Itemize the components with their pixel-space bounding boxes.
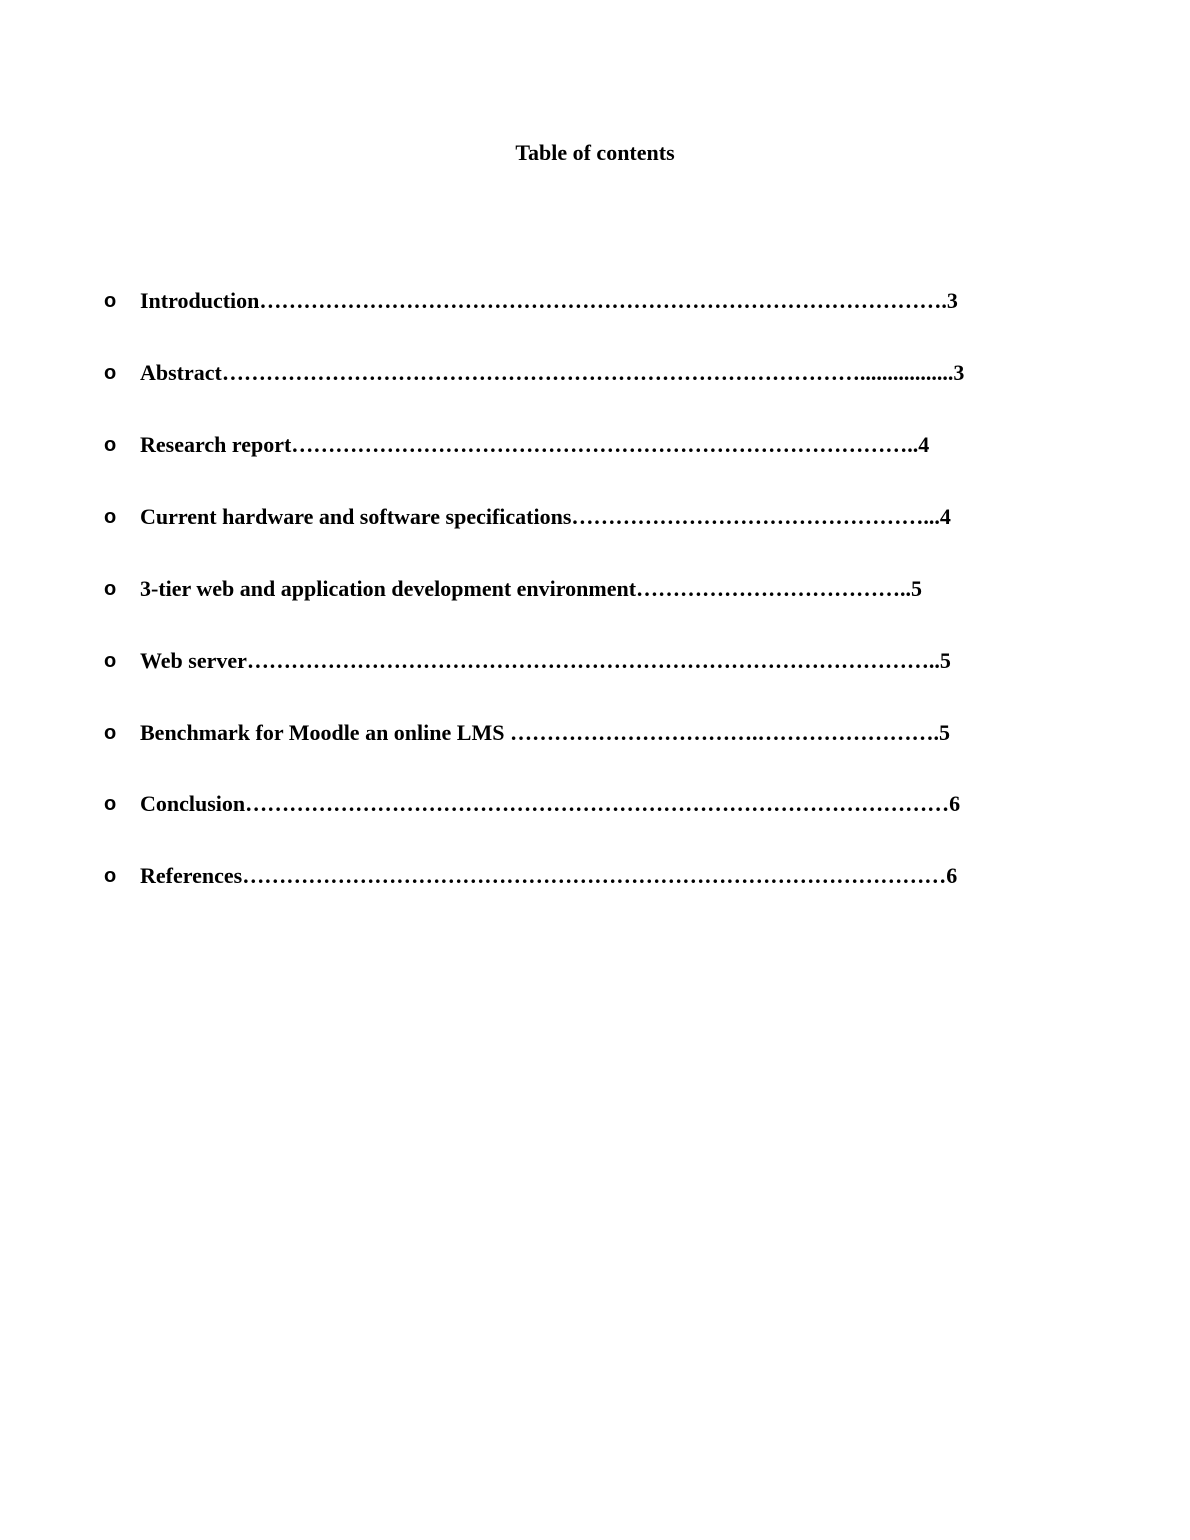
bullet-icon: o: [104, 578, 117, 600]
bullet-icon: o: [104, 722, 117, 744]
bullet-icon: o: [104, 506, 117, 528]
bullet-icon: o: [104, 434, 117, 456]
toc-entry-text: Research report…………………………………………………………………………..4: [140, 432, 930, 457]
toc-entry-text: Benchmark for Moodle an online LMS …………………………….…………………….5: [140, 720, 950, 745]
bullet-icon: o: [104, 865, 117, 887]
toc-entry-text: Introduction………………………………………………………………………………….3: [140, 288, 958, 313]
toc-entry-text: Conclusion……………………………………………………………………………………6: [140, 791, 961, 816]
toc-entry-text: Web server…………………………………………………………………………………..5: [140, 648, 951, 673]
toc-entry-text: 3-tier web and application development environment………………………………..5: [140, 576, 923, 601]
page-title: Table of contents: [515, 140, 675, 165]
bullet-icon: o: [104, 290, 117, 312]
bullet-icon: o: [104, 362, 117, 384]
toc-entry-text: Abstract…………………………………………………………………………….................3: [140, 360, 965, 385]
toc-entry-text: Current hardware and software specifications…………………………………………...4: [140, 504, 951, 529]
toc-entry-text: References……………………………………………………………………………………6: [140, 863, 958, 888]
bullet-icon: o: [104, 793, 117, 815]
bullet-icon: o: [104, 650, 117, 672]
